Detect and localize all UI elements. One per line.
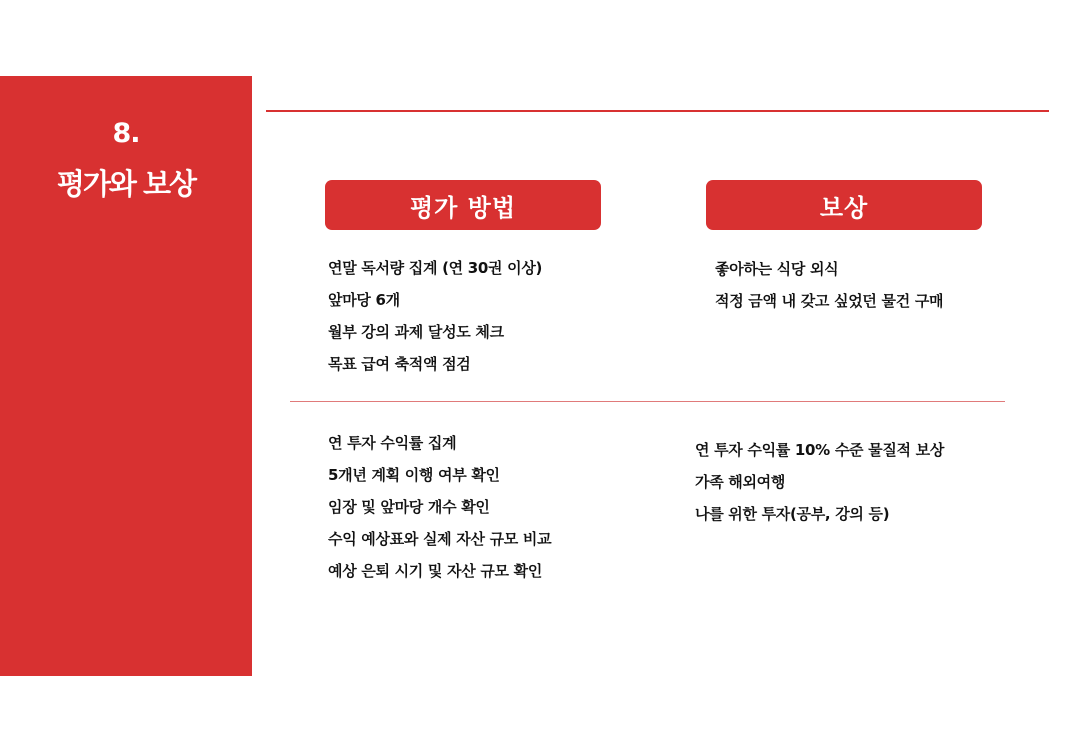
list-item: 적정 금액 내 갖고 싶었던 물건 구매 [715,292,944,310]
list-item: 예상 은퇴 시기 및 자산 규모 확인 [328,562,543,580]
list-item: 월부 강의 과제 달성도 체크 [328,323,504,341]
reward-long-term-list [695,434,944,530]
list-item: 좋아하는 식당 외식 [715,260,839,278]
list-item: 임장 및 앞마당 개수 확인 [328,498,490,516]
list-item: 앞마당 6개 [328,291,400,309]
top-divider [266,110,1049,112]
list-item: 가족 해외여행 [695,473,786,491]
reward-short-term-list [715,253,943,317]
evaluation-header-label: 평가 방법 [409,193,517,222]
list-item: 나를 위한 투자(공부, 강의 등) [695,505,890,523]
list-item: 목표 급여 축적액 점검 [328,355,471,373]
list-item: 연말 독서량 집계 (연 30권 이상) [328,259,543,277]
evaluation-header [325,180,601,230]
sidebar-panel [0,76,252,676]
section-title: 평가와 보상 [56,167,196,201]
middle-divider [290,401,1005,402]
list-item: 수익 예상표와 실제 자산 규모 비교 [328,530,552,548]
list-item: 5개년 계획 이행 여부 확인 [328,466,500,484]
evaluation-long-term-list [328,427,551,587]
list-item: 연 투자 수익률 10% 수준 물질적 보상 [695,441,945,459]
reward-header-label: 보상 [819,193,869,222]
evaluation-short-term-list [328,252,542,380]
list-item: 연 투자 수익률 집계 [328,434,457,452]
section-number: 8. [112,118,140,149]
reward-header [706,180,982,230]
